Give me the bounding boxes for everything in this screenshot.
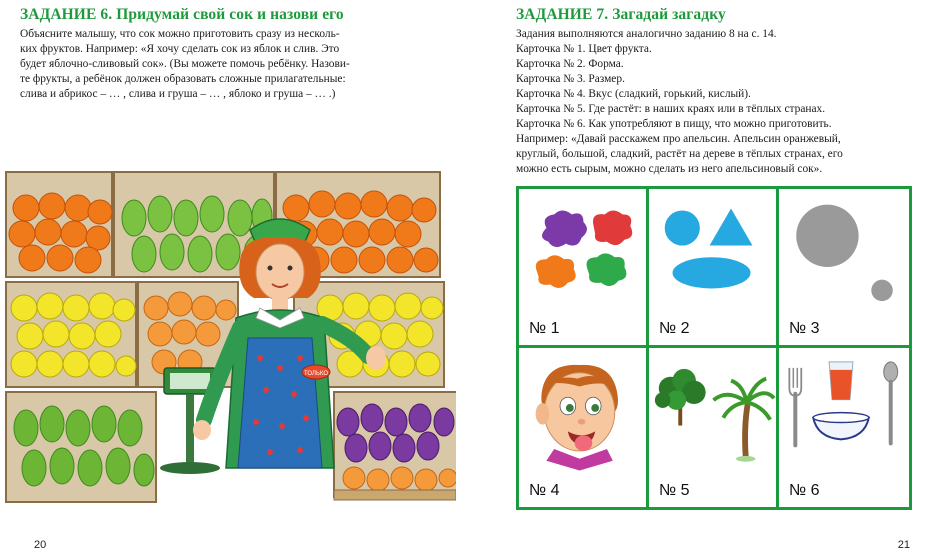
task6-instructions: [20, 27, 430, 102]
card-label: № 6: [789, 482, 820, 499]
task7-line: можно есть сырым, можно сделать из него апельсиновый сок».: [516, 163, 823, 175]
page-number-left: 20: [34, 539, 47, 551]
task7-number: ЗАДАНИЕ 7.: [516, 6, 609, 23]
card-label: № 2: [659, 320, 690, 337]
card-4: [519, 348, 649, 507]
palm-tree-icon: [713, 379, 774, 462]
badge-label: ТОЛЬКО: [304, 371, 328, 377]
task7-line: Например: «Давай расскажем про апельсин. Апельсин оранжевый,: [516, 133, 841, 145]
task7-line: круглый, большой, сладкий, растёт на дереве в тёплых странах, его: [516, 148, 843, 160]
fork-icon: [789, 368, 801, 448]
page-number-right: 21: [897, 539, 910, 551]
task6-line: Объясните малышу, что сок можно приготовить сразу из несколь-: [20, 28, 340, 40]
yellow-apples-icon: [11, 293, 136, 377]
task7-title: Загадай загадку: [612, 6, 726, 23]
bush-tree-icon: [655, 369, 706, 426]
task7-heading: [516, 6, 726, 24]
right-page: [464, 0, 928, 557]
juice-glass-icon: [829, 362, 853, 400]
bowl-icon: [813, 413, 869, 440]
oranges-icon: [9, 193, 112, 273]
task7-line: Карточка № 1. Цвет фрукта.: [516, 43, 652, 55]
spoon-icon: [884, 362, 898, 445]
task6-title: Придумай свой сок и назови его: [116, 6, 344, 23]
task7-line: Карточка № 5. Где растёт: в наших краях или в тёплых странах.: [516, 103, 826, 115]
card-5: [649, 348, 779, 507]
card-6: [779, 348, 909, 507]
task7-line: Задания выполняются аналогично заданию 8 на с. 14.: [516, 28, 777, 40]
task6-line: будет яблочно-сливовый сок». (Вы можете помочь ребёнку. Назови-: [20, 58, 350, 70]
fruit-shop-illustration: [4, 168, 456, 508]
task6-heading: [20, 6, 344, 24]
card-1: [519, 189, 649, 348]
task6-number: ЗАДАНИЕ 6.: [20, 6, 113, 23]
task7-line: Карточка № 3. Размер.: [516, 73, 625, 85]
task7-line: Карточка № 2. Форма.: [516, 58, 624, 70]
card-label: № 4: [529, 482, 560, 499]
task6-line: слива и абрикос – … , слива и груша – … , яблоко и груша – … .): [20, 88, 336, 100]
card-label: № 5: [659, 482, 690, 499]
card-grid: [516, 186, 912, 510]
card-2: [649, 189, 779, 348]
card-label: № 1: [529, 320, 560, 337]
task6-line: ких фруктов. Например: «Я хочу сделать сок из яблок и слив. Это: [20, 43, 340, 55]
card-label: № 3: [789, 320, 820, 337]
task7-line: Карточка № 6. Как употребляют в пищу, что можно приготовить.: [516, 118, 832, 130]
task7-line: Карточка № 4. Вкус (сладкий, горький, кислый).: [516, 88, 751, 100]
task6-line: те фрукты, а ребёнок должен образовать сложные прилагательные:: [20, 73, 346, 85]
task7-instructions: [516, 27, 916, 177]
card-3: [779, 189, 909, 348]
